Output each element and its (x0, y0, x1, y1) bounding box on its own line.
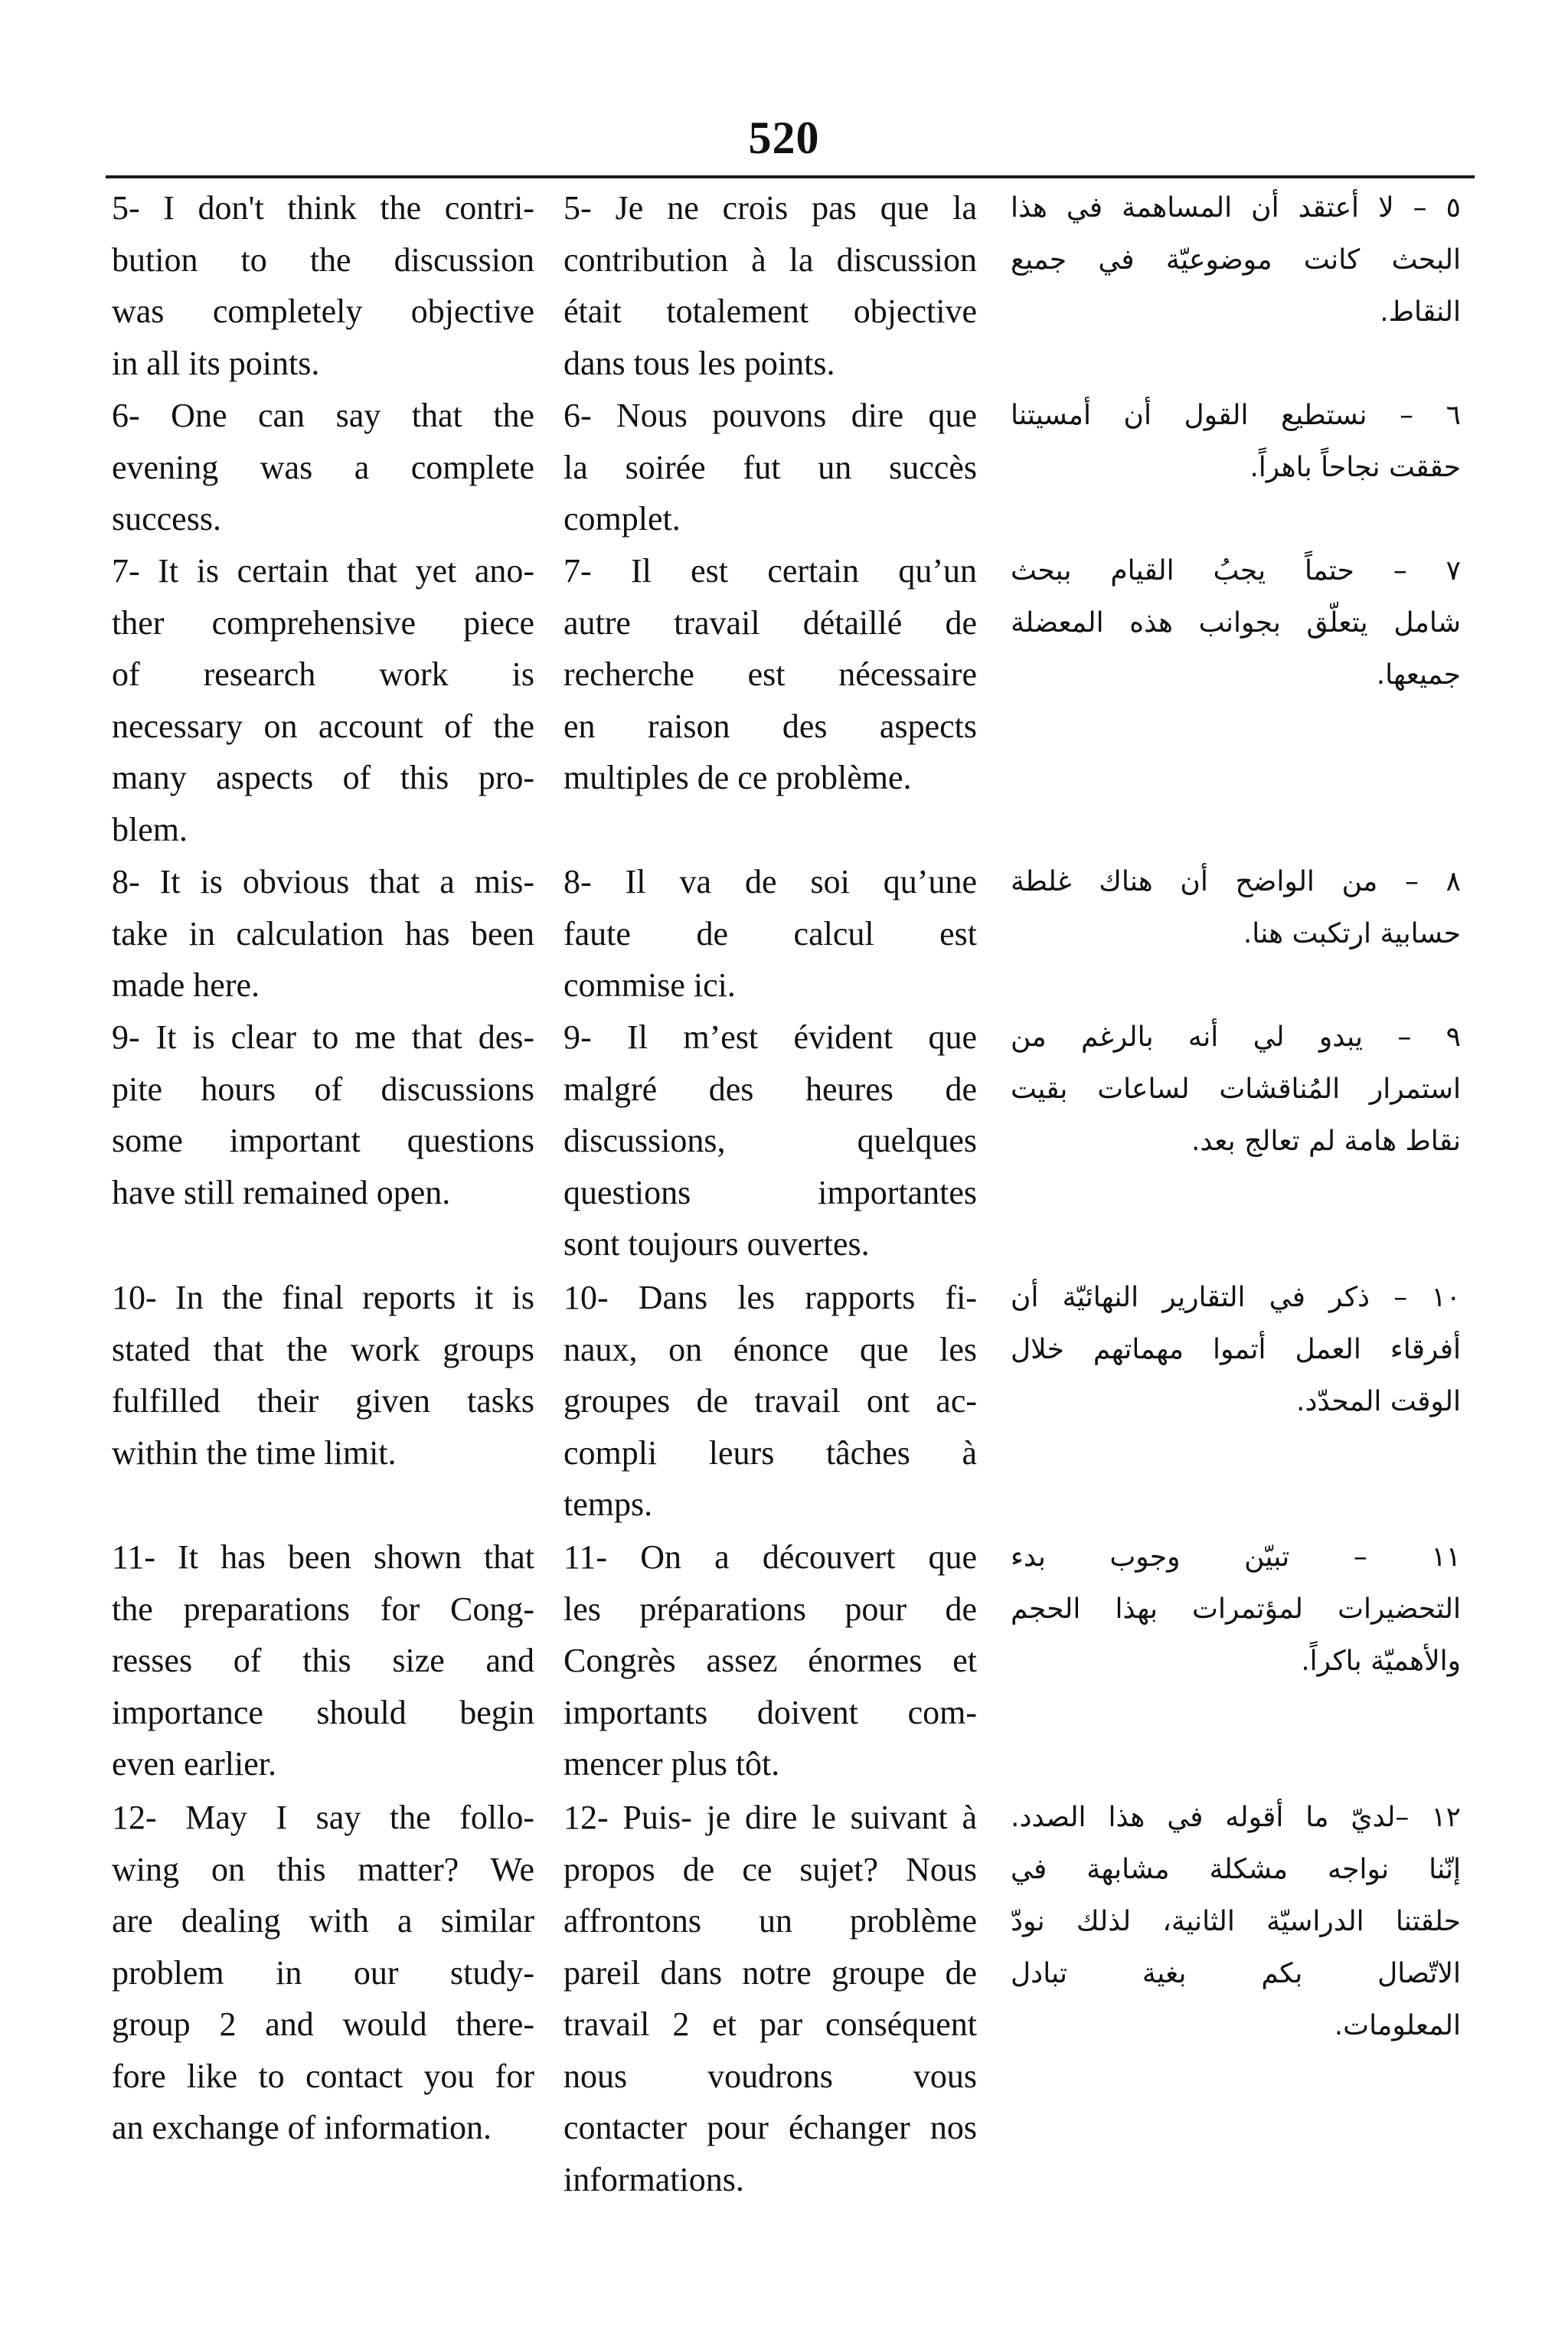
text-line: contacter pour échanger nos (564, 2109, 977, 2146)
text-line: الوقت المحدّد. (1296, 1386, 1461, 1417)
text-line: 12- May I say the follo- (112, 1799, 534, 1836)
text-line: 9- It is clear to me that des- (112, 1018, 534, 1056)
text-line: ٩ – يبدو لي أنه بالرغم من (1011, 1021, 1461, 1053)
text-line: حسابية ارتكبت هنا. (1243, 918, 1461, 949)
text-line: أفرقاء العمل أتموا مهماتهم خلال (1011, 1334, 1461, 1365)
text-line: of research work is (112, 655, 534, 693)
text-line: البحث كانت موضوعيّة في جميع (1011, 244, 1461, 276)
text-line: جميعها. (1376, 659, 1461, 691)
text-line: was completely objective (112, 293, 534, 330)
text-line: fore like to contact you for (112, 2057, 534, 2095)
text-line: naux, on énonce que les (564, 1330, 977, 1368)
text-line: malgré des heures de (564, 1070, 977, 1108)
text-line: importants doivent com- (564, 1693, 977, 1731)
text-line: importance should begin (112, 1693, 534, 1731)
text-line: les préparations pour de (564, 1590, 977, 1628)
text-line: some important questions (112, 1122, 534, 1159)
text-line: travail 2 et par conséquent (564, 2005, 977, 2043)
text-line: Congrès assez énormes et (564, 1642, 977, 1679)
text-line: necessary on account of the (112, 707, 534, 745)
entry-10-fr (564, 1272, 977, 1531)
text-line: propos de ce sujet? Nous (564, 1850, 977, 1888)
text-line: multiples de ce problème. (564, 759, 912, 796)
entry-11-en (112, 1531, 534, 1790)
text-line: 11- On a découvert que (564, 1538, 977, 1576)
text-line: ٨ – من الواضح أن هناك غلطة (1011, 866, 1461, 897)
entry-5-ar (1011, 182, 1461, 338)
text-line: pareil dans notre groupe de (564, 1953, 977, 1992)
text-line: 12- Puis- je dire le suivant à (564, 1799, 977, 1836)
text-line: sont toujours ouvertes. (564, 1225, 870, 1263)
text-line: 5- I don't think the contri- (112, 189, 534, 227)
text-line: the preparations for Cong- (112, 1590, 534, 1628)
entry-5-en (112, 182, 534, 389)
text-line: la soirée fut un succès (564, 448, 977, 486)
text-line: affrontons un problème (564, 1902, 977, 1940)
entry-11-ar (1011, 1531, 1461, 1688)
text-line: dans tous les points. (564, 344, 835, 382)
text-line: استمرار المُناقشات لساعات بقيت (1011, 1074, 1461, 1105)
text-line: autre travail détaillé de (564, 603, 977, 642)
entry-12-fr (564, 1792, 977, 2205)
text-line: take in calculation has been (112, 914, 534, 953)
text-line: ١٢ –لديّ ما أقوله في هذا الصدد. (1011, 1802, 1461, 1833)
text-line: 8- It is obvious that a mis- (112, 863, 534, 900)
text-line: in all its points. (112, 344, 320, 382)
text-line: 10- In the final reports it is (112, 1279, 534, 1316)
text-line: temps. (564, 1485, 653, 1523)
text-line: التحضيرات لمؤتمرات بهذا الحجم (1011, 1593, 1461, 1625)
entry-7-ar (1011, 545, 1461, 701)
entry-9-fr (564, 1012, 977, 1270)
text-line: many aspects of this pro- (112, 759, 534, 796)
entry-12-en (112, 1792, 534, 2154)
text-line: stated that the work groups (112, 1330, 534, 1368)
text-line: ther comprehensive piece (112, 603, 534, 642)
entry-9-ar (1011, 1012, 1461, 1168)
text-line: إنّنا نواجه مشكلة مشابهة في (1011, 1854, 1461, 1885)
text-line: made here. (112, 966, 260, 1004)
text-line: شامل يتعلّق بجوانب هذه المعضلة (1011, 607, 1461, 639)
text-line: ١٠ – ذكر في التقارير النهائيّة أن (1011, 1282, 1461, 1313)
text-line: fulfilled their given tasks (112, 1382, 534, 1420)
text-line: 7- It is certain that yet ano- (112, 552, 534, 590)
entry-10-ar (1011, 1272, 1461, 1428)
entry-6-en (112, 390, 534, 545)
text-line: blem. (112, 810, 188, 848)
entry-7-fr (564, 545, 977, 804)
text-line: success. (112, 500, 221, 538)
text-line: 11- It has been shown that (112, 1538, 534, 1576)
text-line: 6- Nous pouvons dire que (564, 397, 977, 434)
text-line: نقاط هامة لم تعالج بعد. (1191, 1126, 1461, 1157)
text-line: pite hours of discussions (112, 1070, 534, 1108)
text-line: حلقتنا الدراسيّة الثانية، لذلك نودّ (1011, 1906, 1461, 1937)
entry-5-fr (564, 182, 977, 389)
entry-11-fr (564, 1531, 977, 1790)
text-line: resses of this size and (112, 1642, 534, 1679)
text-line: are dealing with a similar (112, 1902, 534, 1940)
text-line: en raison des aspects (564, 707, 977, 745)
text-line: المعلومات. (1334, 2010, 1461, 2041)
text-line: have still remained open. (112, 1173, 451, 1211)
text-line: within the time limit. (112, 1433, 397, 1472)
text-line: group 2 and would there- (112, 2005, 534, 2043)
entry-9-en (112, 1012, 534, 1218)
text-line: informations. (564, 2160, 744, 2198)
entry-8-fr (564, 856, 977, 1012)
text-line: ٥ – لا أعتقد أن المساهمة في هذا (1011, 192, 1461, 224)
text-line: والأهميّة باكراً. (1301, 1646, 1461, 1677)
text-line: groupes de travail ont ac- (564, 1382, 977, 1420)
text-line: était totalement objective (564, 293, 977, 330)
text-line: 6- One can say that the (112, 397, 534, 434)
text-line: 9- Il m’est évident que (564, 1018, 977, 1056)
entry-12-ar (1011, 1792, 1461, 2052)
entry-6-ar (1011, 390, 1461, 494)
entry-6-fr (564, 390, 977, 545)
text-line: commise ici. (564, 966, 736, 1004)
text-line: questions importantes (564, 1173, 977, 1211)
text-line: nous voudrons vous (564, 2057, 977, 2095)
text-line: discussions, quelques (564, 1122, 977, 1159)
text-line: ٦ – نستطيع القول أن أمسيتنا (1011, 400, 1461, 431)
text-line: 7- Il est certain qu’un (564, 552, 977, 590)
entry-8-ar (1011, 856, 1461, 960)
text-line: bution to the discussion (112, 240, 534, 279)
text-line: problem in our study- (112, 1953, 534, 1992)
text-line: ١١ – تبيّن وجوب بدء (1011, 1541, 1461, 1573)
text-line: wing on this matter? We (112, 1850, 534, 1888)
text-line: faute de calcul est (564, 914, 977, 953)
text-line: an exchange of information. (112, 2109, 492, 2146)
text-line: contribution à la discussion (564, 240, 977, 279)
text-line: 5- Je ne crois pas que la (564, 189, 977, 227)
text-line: 8- Il va de soi qu’une (564, 863, 977, 900)
text-line: recherche est nécessaire (564, 655, 977, 693)
text-line: evening was a complete (112, 448, 534, 486)
text-line: ٧ – حتماً يجبُ القيام ببحث (1011, 555, 1461, 587)
text-line: حققت نجاحاً باهراً. (1250, 452, 1461, 483)
page-number: 520 (748, 113, 820, 163)
text-line: complet. (564, 500, 681, 538)
text-line: الاتّصال بكم بغية تبادل (1011, 1958, 1461, 1989)
entry-7-en (112, 545, 534, 855)
text-line: النقاط. (1380, 296, 1461, 328)
text-line: 10- Dans les rapports fi- (564, 1279, 977, 1316)
entry-8-en (112, 856, 534, 1012)
text-line: mencer plus tôt. (564, 1745, 780, 1783)
entry-10-en (112, 1272, 534, 1479)
text-line: compli leurs tâches à (564, 1433, 977, 1472)
text-line: even earlier. (112, 1745, 276, 1783)
